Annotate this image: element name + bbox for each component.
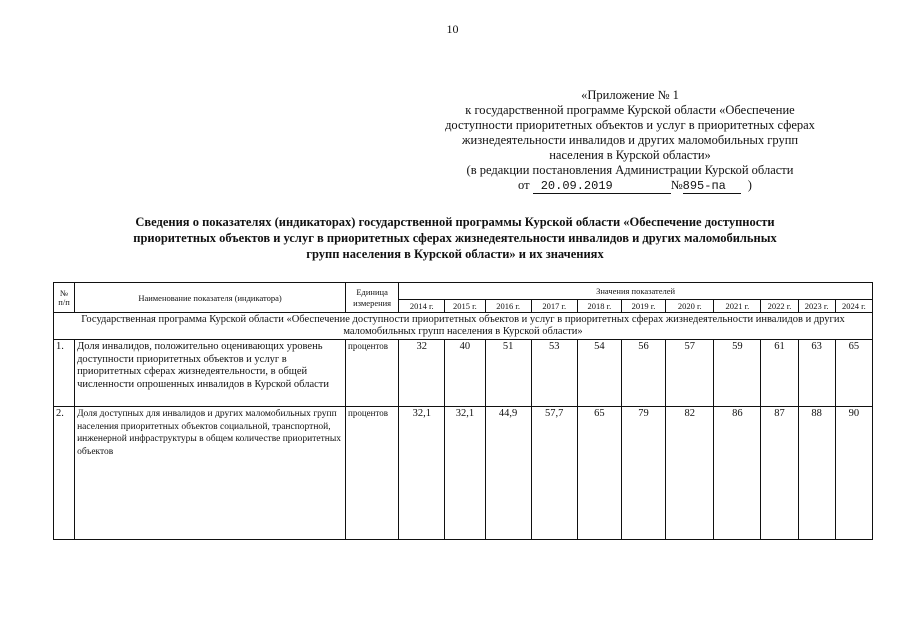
resolution-number: 895-па: [683, 180, 741, 194]
title-line-1: Сведения о показателях (индикаторах) государственной программы Курской области «Обеспечение доступности: [135, 215, 775, 229]
row-value: 57: [666, 340, 714, 407]
section-title: Государственная программа Курской области «Обеспечение доступности приоритетных объектов и услуг в приоритетных сферах жизнедеятельности инвалидов и других маломобильных групп населения в Курской области»: [54, 313, 873, 340]
appendix-line-1: «Приложение № 1: [581, 88, 679, 102]
row-value: 88: [798, 407, 835, 540]
header-name: Наименование показателя (индикатора): [75, 283, 346, 313]
row-value: 65: [835, 340, 872, 407]
header-year: 2019 г.: [621, 300, 665, 313]
page-number: 10: [446, 22, 459, 36]
row-num: 1.: [54, 340, 75, 407]
title-line-3: групп населения в Курской области» и их значениях: [306, 247, 604, 261]
row-value: 40: [445, 340, 485, 407]
from-label: от: [518, 178, 530, 192]
row-value: 82: [666, 407, 714, 540]
row-unit: процентов: [346, 407, 399, 540]
row-value: 32,1: [399, 407, 445, 540]
header-year: 2020 г.: [666, 300, 714, 313]
title-line-2: приоритетных объектов и услуг в приоритетных сферах жизнедеятельности инвалидов и других маломобильных: [133, 231, 777, 245]
row-value: 51: [485, 340, 531, 407]
header-unit: Единица измерения: [346, 283, 399, 313]
header-year: 2022 г.: [761, 300, 798, 313]
row-value: 87: [761, 407, 798, 540]
row-value: 56: [621, 340, 665, 407]
header-year: 2014 г.: [399, 300, 445, 313]
header-year: 2023 г.: [798, 300, 835, 313]
appendix-line-2: к государственной программе Курской области «Обеспечение: [465, 103, 795, 117]
row-value: 32,1: [445, 407, 485, 540]
header-year: 2024 г.: [835, 300, 872, 313]
header-num: № п/п: [54, 283, 75, 313]
header-year: 2018 г.: [577, 300, 621, 313]
row-value: 86: [714, 407, 761, 540]
table-row: [54, 407, 873, 540]
appendix-line-5: населения в Курской области»: [549, 148, 711, 162]
row-value: 63: [798, 340, 835, 407]
appendix-line-3: доступности приоритетных объектов и услуг в приоритетных сферах: [445, 118, 815, 132]
row-value: 90: [835, 407, 872, 540]
header-row: [54, 283, 873, 300]
appendix-line-4: жизнедеятельности инвалидов и других маломобильных групп: [461, 133, 799, 147]
header-year: 2015 г.: [445, 300, 485, 313]
row-value: 54: [577, 340, 621, 407]
row-name: Доля инвалидов, положительно оценивающих уровень доступности приоритетных объектов и услуг в приоритетных сферах жизнедеятельности, в общей численности опрошенных инвалидов в Курской области: [75, 340, 346, 407]
table-row: [54, 340, 873, 407]
section-row: [54, 313, 873, 340]
document-title: [40, 214, 870, 262]
row-value: 57,7: [531, 407, 577, 540]
header-year: 2021 г.: [714, 300, 761, 313]
row-unit: процентов: [346, 340, 399, 407]
row-value: 59: [714, 340, 761, 407]
appendix-date-line: [370, 178, 890, 194]
row-name: Доля доступных для инвалидов и других маломобильных групп населения приоритетных объектов социальной, транспортной, инженерной инфраструктуры в общем количестве приоритетных объектов: [75, 407, 346, 540]
row-value: 32: [399, 340, 445, 407]
row-value: 61: [761, 340, 798, 407]
row-value: 65: [577, 407, 621, 540]
indicators-table: [53, 282, 873, 540]
close-paren: ): [747, 178, 752, 192]
row-num: 2.: [54, 407, 75, 540]
header-year: 2017 г.: [531, 300, 577, 313]
header-values: Значения показателей: [399, 283, 873, 300]
number-label: №: [670, 178, 683, 192]
appendix-header: [370, 88, 890, 194]
row-value: 44,9: [485, 407, 531, 540]
appendix-line-6: (в редакции постановления Администрации Курской области: [466, 163, 794, 177]
resolution-date: 20.09.2019: [533, 180, 671, 194]
row-value: 53: [531, 340, 577, 407]
header-year: 2016 г.: [485, 300, 531, 313]
row-value: 79: [621, 407, 665, 540]
